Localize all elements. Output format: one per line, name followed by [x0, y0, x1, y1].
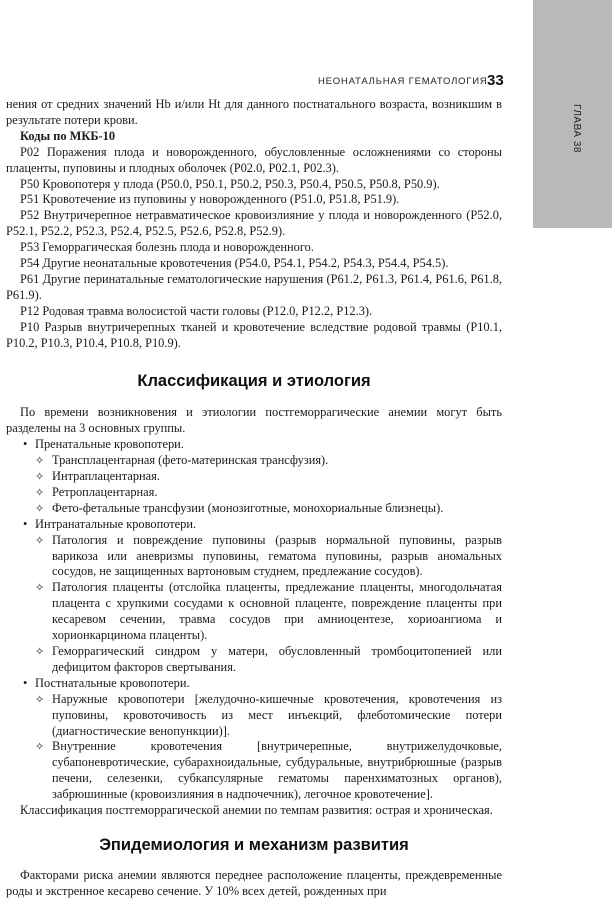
icd-code-item: P02 Поражения плода и новорожденного, обусловленные осложнениями со стороны плаценты, пуповины и плодных оболочек (P02.0, P02.1, P02.3). — [6, 144, 502, 175]
subitem-list — [35, 453, 502, 517]
list-item-text: Патология плаценты (отслойка плаценты, предлежание плаценты, многодольчатая плацента с хрупкими сосудами к основной плаценте, повреждение плаценты при кесаревом сечении, травма сосудов при амниоцентезе, хориоангиома и хорионкарцинома плаценты). — [52, 580, 502, 643]
group-label: Постнатальные кровопотери. — [35, 675, 190, 690]
icd-codes-title: Коды по МКБ-10 — [20, 128, 116, 143]
list-item — [35, 533, 502, 581]
section-heading-epidemiology: Эпидемиология и механизм развития — [99, 835, 409, 854]
list-item — [35, 453, 502, 469]
icd-code-item: P50 Кровопотеря у плода (P50.0, P50.1, P50.2, P50.3, P50.4, P50.5, P50.8, P50.9). — [20, 176, 440, 191]
bullet-icon: • — [23, 675, 28, 690]
diamond-bullet-icon: ✧ — [35, 581, 45, 595]
epidemiology-paragraph: Факторами риска анемии являются переднее расположение плаценты, преждевременные роды и экстренное кесарево сечение. У 10% всех детей, рожденных при — [6, 867, 502, 898]
list-item — [35, 485, 502, 501]
list-item-text: Наружные кровопотери [желудочно-кишечные кровотечения, кровотечения из пуповины, кровоточивость из мест инъекций, флеботомические потери (диагностические венопункции)]. — [52, 691, 502, 738]
bullet-icon: • — [23, 437, 28, 452]
diamond-bullet-icon: ✧ — [35, 740, 45, 754]
diamond-bullet-icon: ✧ — [35, 645, 45, 658]
diamond-bullet-icon: ✧ — [35, 485, 45, 499]
diamond-bullet-icon: ✧ — [35, 533, 45, 547]
classification-lead: По времени возникновения и этиологии постгеморрагические анемии могут быть разделены на 3 основных группы. — [6, 405, 502, 436]
list-item-text: Интраплацентарная. — [52, 469, 160, 484]
list-item-text: Фето-фетальные трансфузии (монозиготные, монохориальные близнецы). — [52, 500, 444, 515]
classification-closing: Классификация постгеморрагической анемии по темпам развития: острая и хроническая. — [20, 803, 493, 818]
icd-code-item: P51 Кровотечение из пуповины у новорожденного (P51.0, P51.8, P51.9). — [20, 192, 400, 207]
list-item — [35, 501, 502, 517]
list-item — [35, 580, 502, 644]
diamond-bullet-icon: ✧ — [35, 470, 45, 484]
subitem-list — [35, 533, 502, 676]
chapter-tab-label: ГЛАВА 38 — [571, 104, 582, 153]
page-content — [6, 97, 502, 900]
icd-code-item: P10 Разрыв внутричерепных тканей и кровотечение вследствие родовой травмы (P10.1, P10.2, P10.3, P10.4, P10.8, P10.9). — [6, 319, 502, 350]
group-intranatal — [6, 517, 502, 676]
group-postnatal — [6, 676, 502, 803]
page-number: 33 — [487, 72, 504, 89]
group-prenatal — [6, 437, 502, 517]
diamond-bullet-icon: ✧ — [35, 501, 45, 515]
running-title: НЕОНАТАЛЬНАЯ ГЕМАТОЛОГИЯ — [318, 76, 488, 87]
diamond-bullet-icon: ✧ — [35, 692, 45, 706]
list-item — [35, 739, 502, 803]
section-heading-classification: Классификация и этиология — [137, 371, 371, 390]
list-item-text: Трансплацентарная (фето-материнская трансфузия). — [52, 453, 329, 468]
intro-paragraph: нения от средних значений Hb и/или Ht для данного постнатального возраста, возникшим в результате потери крови. — [6, 97, 502, 127]
list-item — [35, 644, 502, 676]
group-label: Интранатальные кровопотери. — [35, 516, 197, 531]
group-label: Пренатальные кровопотери. — [35, 437, 184, 452]
list-item-text: Геморрагический синдром у матери, обусловленный тромбоцитопенией или дефицитом факторов свертывания. — [52, 644, 502, 674]
icd-code-item: P54 Другие неонатальные кровотечения (P54.0, P54.1, P54.2, P54.3, P54.4, P54.5). — [20, 256, 449, 271]
list-item — [35, 692, 502, 740]
icd-code-item: P53 Геморрагическая болезнь плода и новорожденного. — [20, 240, 314, 255]
icd-code-list — [6, 145, 502, 352]
list-item-text: Внутренние кровотечения [внутричерепные, внутрижелудочковые, субапоневротические, субарахноидальные, субдуральные, внутрибрюшные (разрыв печени, селезенки, субкапсулярные гематомы паренхиматозных органов), забрюшинные (кровоизлияния в надпочечник), легочное кровотечение]. — [52, 739, 502, 802]
bullet-icon: • — [23, 516, 28, 531]
list-item-text: Патология и повреждение пуповины (разрыв нормальной пуповины, разрыв варикоза или аневризмы пуповины, гематома пуповины, разрыв аномальных сосудов, не защищенных вартоновым студнем, предлежание сосудов). — [52, 532, 502, 579]
classification-groups — [6, 437, 502, 803]
subitem-list — [35, 692, 502, 803]
diamond-bullet-icon: ✧ — [35, 454, 45, 468]
icd-code-item: P52 Внутричерепное нетравматическое кровоизлияние у плода и новорожденного (P52.0, P52.1, P52.2, P52.3, P52.4, P52.5, P52.6, P52.8, P52.9). — [6, 208, 502, 239]
list-item-text: Ретроплацентарная. — [52, 484, 158, 499]
icd-code-item: P61 Другие перинатальные гематологические нарушения (P61.2, P61.3, P61.4, P61.6, P61.8, P61.9). — [6, 271, 502, 302]
list-item — [35, 469, 502, 485]
icd-code-item: P12 Родовая травма волосистой части головы (P12.0, P12.2, P12.3). — [20, 303, 373, 318]
